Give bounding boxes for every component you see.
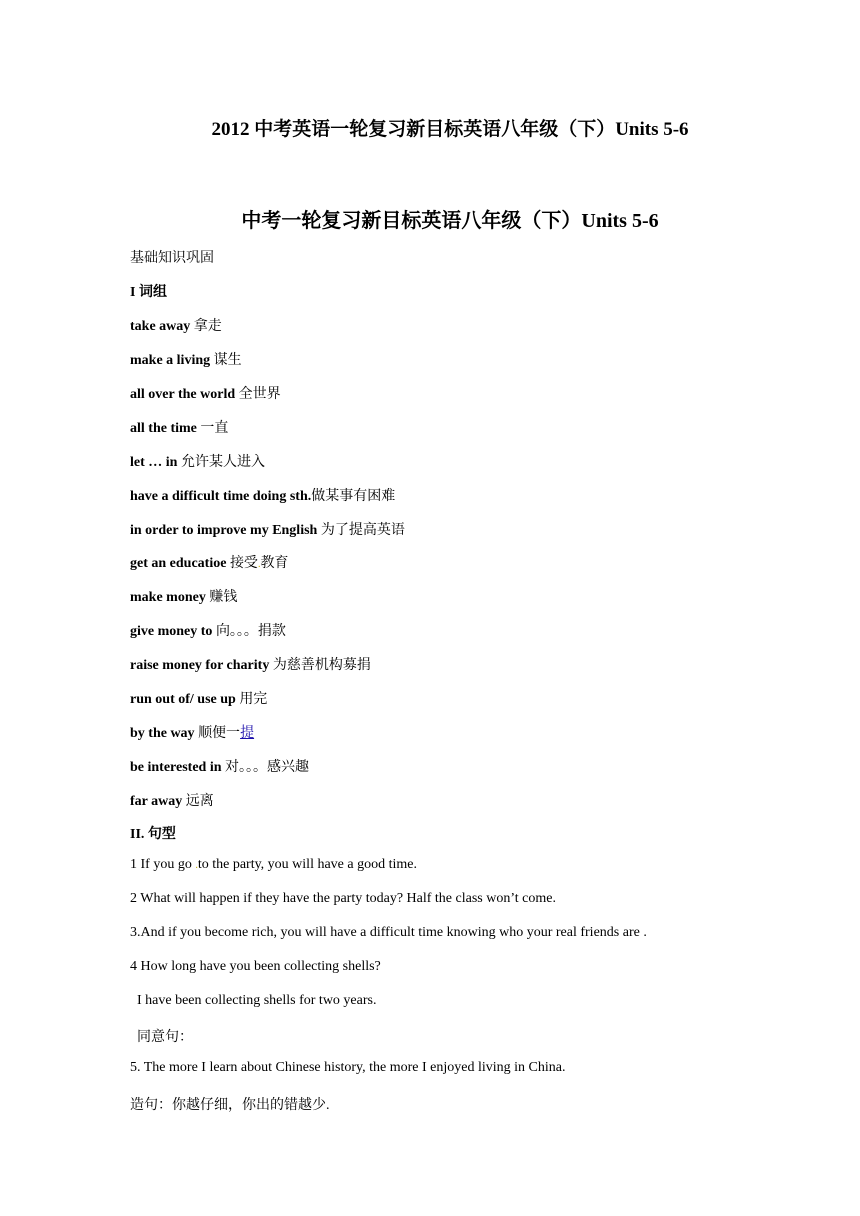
phrase-item: let … in 允许某人进入 <box>130 455 265 470</box>
section-phrases-heading: I 词组 <box>130 285 167 300</box>
sentence-item: 5. The more I learn about Chinese history, the more I enjoyed living in China. <box>130 1060 566 1075</box>
phrase-item: make money 赚钱 <box>130 590 238 605</box>
sentence-item: 4 How long have you been collecting shells? <box>130 959 381 974</box>
phrase-item: give money to 向。。。捐款 <box>130 624 286 639</box>
dot-mark: . <box>257 559 261 570</box>
hyperlink[interactable]: 提 <box>240 726 255 741</box>
phrase-item: in order to improve my English 为了提高英语 <box>130 523 405 538</box>
phrase-item: all the time 一直 <box>130 421 229 436</box>
phrase-item: have a difficult time doing sth.做某事有困难 <box>130 489 396 504</box>
document-subtitle: 中考一轮复习新目标英语八年级（下）Units 5-6 <box>241 210 659 232</box>
sentence-item: 2 What will happen if they have the party today? Half the class won’t come. <box>130 891 556 906</box>
phrase-item: far away 远离 <box>130 794 214 809</box>
document-title: 2012 中考英语一轮复习新目标英语八年级（下）Units 5-6 <box>211 119 689 140</box>
sentence-item: 同意句： <box>130 1030 193 1045</box>
sentence-item: 造句：你越仔细，你出的错越少. <box>130 1098 330 1113</box>
phrase-item: take away 拿走 <box>130 319 222 334</box>
sentence-item: 1 If you go .to the party, you will have a good time. <box>130 857 417 872</box>
phrase-item: raise money for charity 为慈善机构募捐 <box>130 658 371 673</box>
dot-mark: . <box>195 860 198 871</box>
phrase-item: get an educatioe 接受.教育 <box>130 556 289 571</box>
phrase-item: run out of/ use up 用完 <box>130 692 268 707</box>
phrase-item: make a living 谋生 <box>130 353 242 368</box>
phrase-item: by the way 顺便一提 <box>130 726 255 741</box>
section-basic-heading: 基础知识巩固 <box>130 251 214 266</box>
sentence-item: 3.And if you become rich, you will have a difficult time knowing who your real friends are . <box>130 925 647 940</box>
sentence-item: I have been collecting shells for two years. <box>130 993 377 1008</box>
section-sentences-heading: II. 句型 <box>130 827 176 842</box>
phrase-item: be interested in 对。。。感兴趣 <box>130 760 310 775</box>
phrase-item: all over the world 全世界 <box>130 387 281 402</box>
